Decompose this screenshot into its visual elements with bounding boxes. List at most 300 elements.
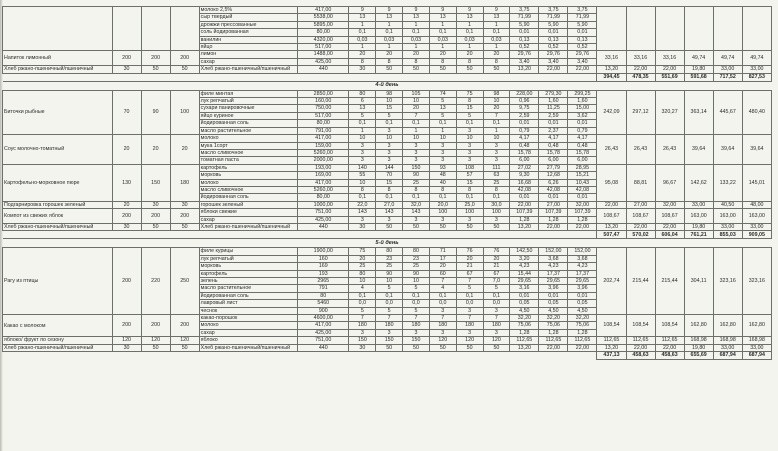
ingredient-weight: 13: [349, 14, 376, 21]
ingredient-cost: 32,20: [568, 315, 597, 322]
ingredient-weight: 13: [429, 105, 456, 112]
unit-price: 425,00: [298, 216, 349, 223]
ingredient-cost: 0,01: [510, 120, 539, 127]
ingredient-weight: 3: [456, 127, 483, 134]
ingredient-weight: 143: [349, 209, 376, 216]
ingredient-cost: 22,00: [539, 223, 568, 230]
ingredient-weight: 10: [376, 278, 403, 285]
ingredient-weight: 0,1: [483, 194, 510, 201]
portion-size: 200: [112, 248, 141, 315]
ingredient-cost: 0,01: [568, 29, 597, 36]
portion-size: 50: [141, 344, 170, 351]
ingredient-weight: 0,1: [429, 292, 456, 299]
ingredient-cost: 29,76: [539, 51, 568, 58]
ingredient-cost: 3,68: [539, 255, 568, 262]
ingredient-cost: 112,65: [539, 337, 568, 344]
dish-cost: 162,80: [742, 315, 771, 337]
dish-cost: 108,67: [655, 209, 684, 224]
dish-cost: 304,11: [684, 248, 713, 315]
dish-cost: 40,50: [713, 201, 742, 208]
ingredient-name: Хлеб ржано-пшеничный/пшеничный: [199, 223, 297, 230]
ingredient-cost: 1,60: [568, 98, 597, 105]
dish-cost: 19,80: [684, 66, 713, 73]
ingredient-weight: 55: [349, 172, 376, 179]
ingredient-weight: 1: [483, 21, 510, 28]
ingredient-weight: 21: [456, 263, 483, 270]
ingredient-weight: 3: [429, 142, 456, 149]
ingredient-weight: 1: [429, 21, 456, 28]
ingredient-weight: 5: [403, 307, 430, 314]
unit-price: 440: [298, 66, 349, 73]
dish-cost: [713, 7, 742, 51]
ingredient-weight: 32,0: [403, 201, 430, 208]
ingredient-weight: 1: [403, 21, 430, 28]
day-title: 5-й день: [3, 239, 772, 248]
ingredient-weight: 9: [456, 7, 483, 14]
unit-price: 4320,00: [298, 36, 349, 43]
dish-cost: 33,00: [742, 223, 771, 230]
ingredient-weight: 50: [376, 223, 403, 230]
ingredient-weight: 8: [429, 58, 456, 65]
ingredient-name: горошек зеленый: [199, 201, 297, 208]
ingredient-weight: 20: [349, 51, 376, 58]
ingredient-weight: 0,1: [456, 120, 483, 127]
dish-cost: 33,16: [655, 51, 684, 66]
ingredient-cost: 279,30: [539, 90, 568, 97]
ingredient-cost: 29,65: [568, 278, 597, 285]
ingredient-cost: 75,06: [510, 322, 539, 329]
unit-price: 791: [298, 285, 349, 292]
ingredient-weight: 7: [456, 315, 483, 322]
day-total-value: 606,04: [655, 231, 684, 239]
ingredient-weight: 25,0: [456, 201, 483, 208]
ingredient-weight: 120: [483, 337, 510, 344]
ingredient-cost: 4,23: [568, 263, 597, 270]
ingredient-weight: 140: [349, 164, 376, 171]
ingredient-weight: 1: [456, 21, 483, 28]
unit-price: 425,00: [298, 58, 349, 65]
ingredient-name: сахар: [199, 58, 297, 65]
ingredient-cost: 22,00: [510, 201, 539, 208]
ingredient-row: [3, 135, 772, 142]
ingredient-cost: 5,90: [510, 21, 539, 28]
dish-cost: 48,00: [742, 201, 771, 208]
unit-price: 791,00: [298, 127, 349, 134]
portion-size: 200: [141, 51, 170, 66]
ingredient-cost: 0,48: [539, 142, 568, 149]
ingredient-cost: 12,68: [539, 172, 568, 179]
unit-price: 160: [298, 255, 349, 262]
ingredient-weight: 13: [349, 105, 376, 112]
ingredient-weight: 100: [456, 209, 483, 216]
portion-size: 120: [112, 337, 141, 344]
ingredient-weight: 0,1: [349, 292, 376, 299]
ingredient-weight: 3: [349, 216, 376, 223]
ingredient-weight: 50: [403, 223, 430, 230]
ingredient-row: [3, 337, 772, 344]
ingredient-name: йодированная соль: [199, 194, 297, 201]
ingredient-weight: 150: [403, 164, 430, 171]
ingredient-weight: 5: [456, 285, 483, 292]
dish-cost: 22,00: [655, 223, 684, 230]
ingredient-name: Хлеб ржано-пшеничный/пшеничный: [199, 66, 297, 73]
portion-size: 70: [112, 90, 141, 134]
ingredient-cost: 0,52: [510, 44, 539, 51]
ingredient-weight: 60: [429, 270, 456, 277]
ingredient-name: морковь: [199, 172, 297, 179]
ingredient-weight: 3: [403, 149, 430, 156]
ingredient-name: филе минтая: [199, 90, 297, 97]
dish-cost: 33,16: [597, 51, 626, 66]
ingredient-weight: 1: [429, 44, 456, 51]
unit-price: 2000,00: [298, 157, 349, 164]
unit-price: 159,00: [298, 142, 349, 149]
ingredient-weight: 80: [376, 248, 403, 255]
unit-price: 169: [298, 263, 349, 270]
portion-size: 90: [141, 90, 170, 134]
ingredient-cost: 2,37: [539, 127, 568, 134]
portion-size: 200: [170, 209, 199, 224]
ingredient-row: [3, 248, 772, 255]
ingredient-weight: 10: [349, 278, 376, 285]
ingredient-cost: 27,02: [510, 164, 539, 171]
ingredient-weight: 9: [349, 7, 376, 14]
ingredient-cost: 1,28: [510, 329, 539, 336]
dish-cost: 108,67: [626, 209, 655, 224]
ingredient-cost: 299,25: [568, 90, 597, 97]
ingredient-weight: 50: [483, 223, 510, 230]
ingredient-weight: 3: [456, 142, 483, 149]
ingredient-weight: 8: [456, 58, 483, 65]
ingredient-cost: 71,99: [510, 14, 539, 21]
day-total-value: 655,69: [684, 352, 713, 360]
ingredient-weight: 90: [403, 172, 430, 179]
ingredient-weight: 0,03: [349, 36, 376, 43]
ingredient-weight: 3: [429, 307, 456, 314]
ingredient-weight: 7: [429, 278, 456, 285]
ingredient-weight: 90: [376, 270, 403, 277]
ingredient-cost: 4,17: [510, 135, 539, 142]
ingredient-name: йодированная соль: [199, 120, 297, 127]
ingredient-weight: 3: [403, 157, 430, 164]
ingredient-weight: 23: [403, 255, 430, 262]
ingredient-weight: 0,1: [403, 29, 430, 36]
ingredient-weight: 0,1: [429, 194, 456, 201]
unit-price: 5460: [298, 300, 349, 307]
ingredient-weight: 0,0: [456, 300, 483, 307]
ingredient-cost: 5,90: [568, 21, 597, 28]
ingredient-weight: 180: [403, 322, 430, 329]
ingredient-cost: 42,08: [568, 186, 597, 193]
ingredient-weight: 180: [429, 322, 456, 329]
ingredient-weight: 20: [483, 105, 510, 112]
ingredient-cost: 4,50: [568, 307, 597, 314]
ingredient-weight: 17: [429, 255, 456, 262]
ingredient-weight: 70: [376, 172, 403, 179]
ingredient-cost: 0,13: [510, 36, 539, 43]
ingredient-weight: 0,1: [403, 194, 430, 201]
ingredient-weight: 25: [403, 179, 430, 186]
ingredient-cost: 32,00: [568, 201, 597, 208]
ingredient-cost: 1,28: [568, 216, 597, 223]
ingredient-cost: 75,06: [539, 322, 568, 329]
dish-cost: 33,00: [713, 223, 742, 230]
ingredient-weight: 7: [349, 315, 376, 322]
ingredient-weight: 150: [376, 337, 403, 344]
ingredient-weight: 80: [349, 270, 376, 277]
dish-cost: 22,00: [655, 344, 684, 351]
ingredient-weight: 0,03: [456, 36, 483, 43]
day-total-value: 909,05: [742, 231, 771, 239]
ingredient-weight: 22,0: [349, 201, 376, 208]
dish-cost: 39,64: [684, 135, 713, 165]
portion-size: 200: [170, 315, 199, 337]
ingredient-weight: 98: [376, 90, 403, 97]
ingredient-weight: 3: [403, 329, 430, 336]
ingredient-weight: 20: [483, 255, 510, 262]
dish-cost: 108,67: [597, 209, 626, 224]
ingredient-cost: 13,20: [510, 344, 539, 351]
ingredient-cost: 3,62: [568, 112, 597, 119]
unit-price: 5260,00: [298, 149, 349, 156]
dish-cost: 39,64: [713, 135, 742, 165]
ingredient-weight: 0,03: [483, 36, 510, 43]
ingredient-weight: 180: [456, 322, 483, 329]
ingredient-cost: 13,20: [510, 66, 539, 73]
ingredient-cost: 1,28: [568, 329, 597, 336]
dish-name: Соус молочно-томатный: [3, 135, 113, 165]
ingredient-weight: 3: [376, 149, 403, 156]
ingredient-cost: 4,17: [539, 135, 568, 142]
dish-cost: 363,14: [684, 90, 713, 134]
ingredient-weight: 144: [376, 164, 403, 171]
ingredient-weight: 3: [376, 157, 403, 164]
ingredient-weight: 3: [403, 216, 430, 223]
ingredient-weight: 10: [403, 278, 430, 285]
ingredient-weight: 1: [349, 44, 376, 51]
ingredient-weight: 8: [429, 186, 456, 193]
ingredient-cost: 0,48: [568, 142, 597, 149]
dish-cost: 95,08: [597, 164, 626, 201]
ingredient-weight: 3: [376, 127, 403, 134]
dish-cost: 242,09: [597, 90, 626, 134]
ingredient-weight: 143: [403, 209, 430, 216]
portion-size: 200: [112, 209, 141, 224]
portion-size: 30: [141, 201, 170, 208]
ingredient-cost: 1,28: [539, 329, 568, 336]
ingredient-cost: 6,00: [510, 157, 539, 164]
ingredient-name: яблоки свежие: [199, 209, 297, 216]
dish-cost: 33,00: [684, 201, 713, 208]
ingredient-weight: 1: [483, 44, 510, 51]
ingredient-cost: 0,01: [539, 194, 568, 201]
ingredient-cost: 0,52: [539, 44, 568, 51]
ingredient-weight: 8: [483, 186, 510, 193]
dish-cost: 33,00: [713, 344, 742, 351]
dish-name: Подгарнировка горошек зеленый: [3, 201, 113, 208]
ingredient-weight: 0,1: [376, 194, 403, 201]
ingredient-weight: 50: [483, 66, 510, 73]
portion-size: 20: [112, 135, 141, 165]
ingredient-weight: 0,1: [429, 120, 456, 127]
ingredient-cost: 6,00: [568, 157, 597, 164]
ingredient-weight: 90: [403, 270, 430, 277]
dish-cost: 33,00: [713, 66, 742, 73]
unit-price: 425,00: [298, 329, 349, 336]
ingredient-weight: 50: [429, 223, 456, 230]
ingredient-cost: 29,76: [510, 51, 539, 58]
ingredient-weight: 9: [376, 7, 403, 14]
dish-cost: 13,20: [597, 223, 626, 230]
ingredient-weight: 9: [483, 7, 510, 14]
portion-size: 150: [141, 164, 170, 201]
ingredient-name: филе курицы: [199, 248, 297, 255]
day-total-row: [3, 352, 772, 360]
ingredient-cost: 0,96: [510, 98, 539, 105]
ingredient-weight: 5: [349, 112, 376, 119]
unit-price: 417,00: [298, 135, 349, 142]
ingredient-weight: 75: [349, 248, 376, 255]
ingredient-cost: 1,60: [539, 98, 568, 105]
ingredient-cost: 1,28: [539, 216, 568, 223]
ingredient-cost: 0,13: [539, 36, 568, 43]
dish-cost: 168,98: [742, 337, 771, 344]
ingredient-weight: 111: [483, 164, 510, 171]
day-total-value: 591,68: [684, 73, 713, 81]
ingredient-weight: 3: [456, 329, 483, 336]
ingredient-cost: 9,30: [510, 172, 539, 179]
ingredient-weight: 10: [349, 179, 376, 186]
ingredient-weight: 0,03: [403, 36, 430, 43]
ingredient-weight: 30,0: [483, 201, 510, 208]
ingredient-weight: 20: [456, 255, 483, 262]
ingredient-cost: 3,20: [510, 255, 539, 262]
ingredient-weight: 3: [483, 142, 510, 149]
day-total-value: 458,63: [655, 352, 684, 360]
ingredient-row: [3, 209, 772, 216]
ingredient-cost: 17,37: [568, 270, 597, 277]
ingredient-weight: 21: [483, 263, 510, 270]
ingredient-cost: 3,40: [568, 58, 597, 65]
dish-cost: 112,65: [655, 337, 684, 344]
ingredient-cost: 0,48: [510, 142, 539, 149]
ingredient-cost: 3,96: [539, 285, 568, 292]
portion-size: 50: [170, 223, 199, 230]
ingredient-weight: 3: [429, 157, 456, 164]
ingredient-cost: 3,96: [568, 285, 597, 292]
ingredient-name: соль йодированная: [199, 29, 297, 36]
portion-size: 130: [112, 164, 141, 201]
ingredient-weight: 30: [349, 66, 376, 73]
ingredient-name: лавровый лист: [199, 300, 297, 307]
dish-cost: 13,20: [597, 344, 626, 351]
unit-price: 750,00: [298, 105, 349, 112]
ingredient-name: картофель: [199, 270, 297, 277]
portion-size: 100: [170, 90, 199, 134]
ingredient-weight: 3: [429, 216, 456, 223]
dish-cost: [655, 7, 684, 51]
dish-name: [3, 7, 113, 51]
dish-cost: 168,98: [684, 337, 713, 344]
portion-size: 180: [170, 164, 199, 201]
ingredient-weight: 7: [429, 315, 456, 322]
ingredient-cost: 6,26: [539, 179, 568, 186]
ingredient-cost: 10,43: [568, 179, 597, 186]
ingredient-weight: 50: [429, 344, 456, 351]
ingredient-name: яйцо куриное: [199, 112, 297, 119]
day-total-value: 717,52: [713, 73, 742, 81]
ingredient-weight: 67: [483, 270, 510, 277]
ingredient-weight: 3: [483, 329, 510, 336]
ingredient-cost: 112,65: [568, 337, 597, 344]
ingredient-weight: 8: [376, 58, 403, 65]
ingredient-weight: 7: [376, 315, 403, 322]
unit-price: 417,00: [298, 179, 349, 186]
ingredient-name: сахар: [199, 216, 297, 223]
ingredient-weight: 20: [403, 105, 430, 112]
ingredient-weight: 57: [456, 172, 483, 179]
ingredient-weight: 8: [483, 58, 510, 65]
ingredient-cost: 71,99: [539, 14, 568, 21]
ingredient-cost: 71,99: [568, 14, 597, 21]
dish-name: Хлеб ржано-пшеничный/пшеничный: [3, 66, 113, 73]
dish-cost: 22,00: [597, 201, 626, 208]
portion-size: 30: [112, 344, 141, 351]
unit-price: 80,00: [298, 120, 349, 127]
ingredient-cost: 15,78: [510, 149, 539, 156]
ingredient-cost: 3,75: [539, 7, 568, 14]
ingredient-weight: 67: [456, 270, 483, 277]
ingredient-row: [3, 90, 772, 97]
dish-cost: 96,67: [655, 164, 684, 201]
ingredient-weight: 10: [403, 135, 430, 142]
portion-size: 20: [112, 201, 141, 208]
ingredient-weight: 0,0: [376, 300, 403, 307]
ingredient-weight: 15: [376, 105, 403, 112]
total-spacer: [3, 231, 597, 239]
ingredient-cost: 15,78: [539, 149, 568, 156]
unit-price: 80,00: [298, 194, 349, 201]
ingredient-weight: 50: [429, 66, 456, 73]
dish-name: Рагу из птицы: [3, 248, 113, 315]
ingredient-weight: 63: [483, 172, 510, 179]
ingredient-weight: 15: [456, 179, 483, 186]
ingredient-weight: 3: [349, 149, 376, 156]
ingredient-weight: 20,0: [429, 201, 456, 208]
ingredient-cost: 112,65: [510, 337, 539, 344]
ingredient-weight: 0,1: [429, 29, 456, 36]
ingredient-row: [3, 66, 772, 73]
total-spacer: [3, 73, 597, 81]
portion-size: [112, 7, 141, 51]
ingredient-cost: 22,00: [568, 66, 597, 73]
ingredient-weight: 50: [376, 344, 403, 351]
dish-name: Напиток лимонный: [3, 51, 113, 66]
portion-size: 200: [141, 315, 170, 337]
dish-cost: 168,98: [713, 337, 742, 344]
portion-size: 30: [112, 223, 141, 230]
ingredient-weight: 20: [429, 51, 456, 58]
day-total-value: 458,63: [626, 352, 655, 360]
ingredient-weight: 7: [483, 315, 510, 322]
ingredient-cost: 0,01: [568, 292, 597, 299]
ingredient-weight: 15: [456, 105, 483, 112]
day-total-value: 827,53: [742, 73, 771, 81]
ingredient-weight: 3: [483, 149, 510, 156]
ingredient-weight: 10: [376, 98, 403, 105]
dish-cost: 22,00: [655, 66, 684, 73]
ingredient-weight: 15: [376, 179, 403, 186]
